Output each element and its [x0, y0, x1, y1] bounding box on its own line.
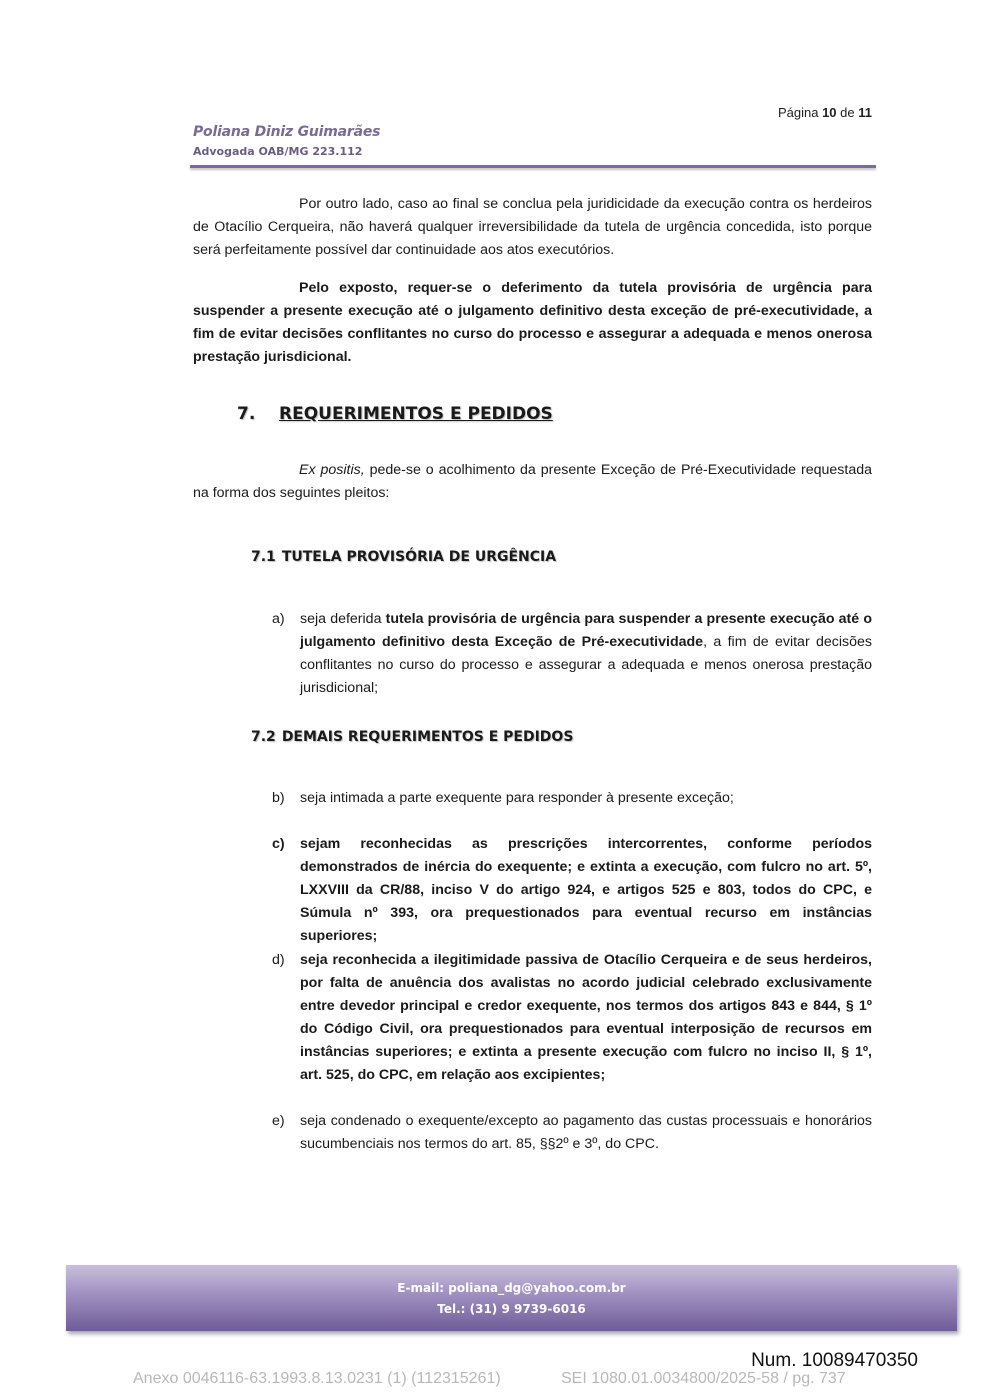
list-item-d: [272, 949, 872, 1087]
section-7-number: 7.: [237, 404, 256, 424]
page-number: [778, 105, 872, 120]
section-7-1-title: TUTELA PROVISÓRIA DE URGÊNCIA: [281, 549, 557, 565]
list-item-b: [272, 787, 872, 810]
list-item-text: [300, 608, 872, 700]
section-7-title: REQUERIMENTOS E PEDIDOS: [279, 404, 553, 424]
list-item-text: seja reconhecida a ilegitimidade passiva de Otacílio Cerqueira e de seus herdeiros, por falta de anuência dos avalistas no acordo judicial celebrado exclusivamente entre devedor principal e credor exequente, nos termos dos artigos 843 e 844, § 1º do Código Civil, ora prequestionados para eventual interposição de recursos em instâncias superiores; e extinta a presente execução com fulcro no inciso II, § 1º, art. 525, do CPC, em relação aos excipientes;: [300, 952, 872, 1083]
list-marker: d): [272, 952, 285, 968]
list-item-e: [272, 1110, 872, 1156]
paragraph-3-italic: Ex positis,: [299, 462, 365, 478]
item-a-post: , a fim de evitar decisões conflitantes no curso do processo e assegurar a adequada e menos onerosa prestação jurisdicional;: [300, 634, 872, 696]
letterhead-name: Poliana Diniz Guimarães: [193, 124, 381, 140]
list-marker: a): [272, 611, 285, 627]
paragraph-2: Pelo exposto, requer-se o deferimento da tutela provisória de urgência para suspender a presente execução até o julgamento definitivo desta exceção de pré-executividade, a fim de evitar decisões conflitantes no curso do processo e assegurar a adequada e menos onerosa prestação jurisdicional.: [193, 280, 872, 365]
paragraph-1: Por outro lado, caso ao final se conclua pela juridicidade da execução contra os herdeiros de Otacílio Cerqueira, não haverá qualquer irreversibilidade da tutela de urgência concedida, isto porque será perfeitamente possível dar continuidade aos atos executórios.: [193, 196, 872, 258]
section-7-2-title: DEMAIS REQUERIMENTOS E PEDIDOS: [281, 729, 574, 745]
paragraph-3-rest: pede-se o acolhimento da presente Exceção de Pré-Executividade requestada na forma dos seguintes pleitos:: [193, 462, 872, 501]
page-total: 11: [858, 105, 872, 120]
item-a-pre: seja deferida: [300, 611, 386, 627]
page-current: 10: [822, 105, 837, 120]
paragraph-3: [193, 459, 872, 505]
item-a-bold: tutela provisória de urgência para suspender a presente execução até o julgamento definitivo desta Exceção de Pré-executividade: [300, 611, 873, 650]
document-number-stamp: Num. 10089470350: [751, 1350, 918, 1371]
page-separator: de: [840, 105, 855, 120]
section-7-1-number: 7.1: [251, 549, 276, 565]
list-item-text: seja condenado o exequente/excepto ao pagamento das custas processuais e honorários sucumbenciais nos termos do art. 85, §§2º e 3º, do CPC.: [300, 1113, 872, 1152]
list-marker: e): [272, 1113, 285, 1129]
page-label: Página: [777, 105, 819, 120]
header-divider: [190, 165, 876, 168]
list-item-a: [272, 608, 872, 700]
list-marker: b): [272, 790, 285, 806]
footer-phone: Tel.: (31) 9 9739-6016: [437, 1302, 586, 1316]
list-marker: c): [272, 836, 285, 852]
sei-stamp: SEI 1080.01.0034800/2025-58 / pg. 737: [561, 1370, 846, 1387]
section-7-2-number: 7.2: [251, 729, 276, 745]
list-item-c: [272, 833, 872, 948]
footer-email: E-mail: poliana_dg@yahoo.com.br: [397, 1281, 626, 1295]
list-item-text: sejam reconhecidas as prescrições intercorrentes, conforme períodos demonstrados de inércia do exequente; e extinta a execução, com fulcro no art. 5º, LXXVIII da CR/88, inciso V do artigo 924, e artigos 525 e 803, todos do CPC, e Súmula nº 393, ora prequestionados para eventual recurso em instâncias superiores;: [300, 836, 872, 944]
section-7-1-heading: [251, 549, 556, 565]
list-item-text: seja intimada a parte exequente para responder à presente exceção;: [300, 790, 734, 806]
footer-band: [66, 1265, 957, 1331]
annex-stamp: Anexo 0046116-63.1993.8.13.0231 (1) (112315261): [133, 1370, 501, 1387]
letterhead-subtitle: Advogada OAB/MG 223.112: [193, 145, 363, 158]
section-7-heading: [237, 404, 553, 424]
section-7-2-heading: [251, 729, 573, 745]
